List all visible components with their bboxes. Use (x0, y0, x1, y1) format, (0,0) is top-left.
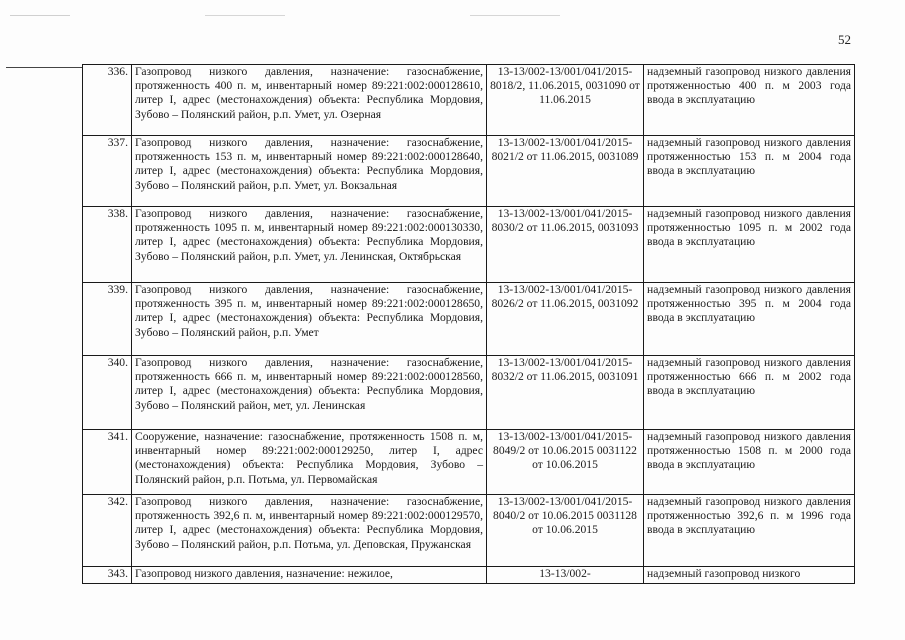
object-description: Газопровод низкого давления, назначение: газоснабжение, протяженность 395 п. м, инвентарный номер 89:221:002:000128650, литер I, адрес (местонахождения) объекта: Республика Мордовия, Зубово – Полянский район, р.п. Умет (132, 283, 487, 356)
object-description: Газопровод низкого давления, назначение: газоснабжение, протяженность 392,6 п. м, инвентарный номер 89:221:002:000129570, литер I, адрес (местонахождения) объекта: Республика Мордовия, Зубово – Полянский район, р.п. Потьма, ул. Деповская, Пружанская (132, 495, 487, 567)
object-characteristic: надземный газопровод низкого давления протяженностью 400 п. м 2003 года ввода в эксплуатацию (644, 65, 855, 136)
registration-record: 13-13/002-13/001/041/2015-8030/2 от 11.06.2015, 0031093 (487, 207, 644, 283)
registration-record: 13-13/002-13/001/041/2015-8049/2 от 10.06.2015 0031122 от 10.06.2015 (487, 430, 644, 495)
scan-artifact-line (470, 15, 560, 16)
object-characteristic: надземный газопровод низкого давления протяженностью 153 п. м 2004 года ввода в эксплуатацию (644, 136, 855, 207)
object-characteristic: надземный газопровод низкого давления протяженностью 395 п. м 2004 года ввода в эксплуатацию (644, 283, 855, 356)
table-row (83, 283, 855, 356)
scan-artifact-line (205, 15, 285, 16)
object-characteristic: надземный газопровод низкого (644, 567, 855, 584)
row-number: 337. (83, 136, 132, 207)
page-number: 52 (838, 32, 851, 47)
row-number: 341. (83, 430, 132, 495)
table-row (83, 356, 855, 430)
table-row (83, 65, 855, 136)
object-description: Сооружение, назначение: газоснабжение, протяженность 1508 п. м, инвентарный номер 89:221:002:000129250, литер I, адрес (местонахождения) объекта: Республика Мордовия, Зубово – Полянский район, р.п. Потьма, ул. Первомайская (132, 430, 487, 495)
object-characteristic: надземный газопровод низкого давления протяженностью 1508 п. м 2000 года ввода в эксплуатацию (644, 430, 855, 495)
table-row (83, 567, 855, 584)
object-description: Газопровод низкого давления, назначение: газоснабжение, протяженность 153 п. м, инвентарный номер 89:221:002:000128640, литер I, адрес (местонахождения) объекта: Республика Мордовия, Зубово – Полянский район, р.п. Умет, ул. Вокзальная (132, 136, 487, 207)
registration-record: 13-13/002- (487, 567, 644, 584)
registration-record: 13-13/002-13/001/041/2015-8021/2 от 11.06.2015, 0031089 (487, 136, 644, 207)
table-row (83, 430, 855, 495)
object-characteristic: надземный газопровод низкого давления протяженностью 392,6 п. м 1996 года ввода в эксплуатацию (644, 495, 855, 567)
object-characteristic: надземный газопровод низкого давления протяженностью 666 п. м 2002 года ввода в эксплуатацию (644, 356, 855, 430)
scan-artifact-line (6, 67, 82, 68)
object-description: Газопровод низкого давления, назначение: газоснабжение, протяженность 666 п. м, инвентарный номер 89:221:002:000128560, литер I, адрес (местонахождения) объекта: Республика Мордовия, Зубово – Полянский район, мет, ул. Ленинская (132, 356, 487, 430)
row-number: 340. (83, 356, 132, 430)
registration-record: 13-13/002-13/001/041/2015-8018/2, 11.06.2015, 0031090 от 11.06.2015 (487, 65, 644, 136)
object-description: Газопровод низкого давления, назначение: газоснабжение, протяженность 1095 п. м, инвентарный номер 89:221:002:000130330, литер I, адрес (местонахождения) объекта: Республика Мордовия, Зубово – Полянский район, р.п. Умет, ул. Ленинская, Октябрьская (132, 207, 487, 283)
object-description: Газопровод низкого давления, назначение: газоснабжение, протяженность 400 п. м, инвентарный номер 89:221:002:000128610, литер I, адрес (местонахождения) объекта: Республика Мордовия, Зубово – Полянский район, р.п. Умет, ул. Озерная (132, 65, 487, 136)
property-registry-table (82, 64, 855, 584)
row-number: 338. (83, 207, 132, 283)
row-number: 342. (83, 495, 132, 567)
row-number: 343. (83, 567, 132, 584)
registration-record: 13-13/002-13/001/041/2015-8032/2 от 11.06.2015, 0031091 (487, 356, 644, 430)
table-row (83, 495, 855, 567)
registration-record: 13-13/002-13/001/041/2015-8040/2 от 10.06.2015 0031128 от 10.06.2015 (487, 495, 644, 567)
object-characteristic: надземный газопровод низкого давления протяженностью 1095 п. м 2002 года ввода в эксплуатацию (644, 207, 855, 283)
object-description: Газопровод низкого давления, назначение: нежилое, (132, 567, 487, 584)
table-row (83, 207, 855, 283)
scan-artifact-line (10, 15, 70, 16)
row-number: 336. (83, 65, 132, 136)
table-row (83, 136, 855, 207)
row-number: 339. (83, 283, 132, 356)
registration-record: 13-13/002-13/001/041/2015-8026/2 от 11.06.2015, 0031092 (487, 283, 644, 356)
